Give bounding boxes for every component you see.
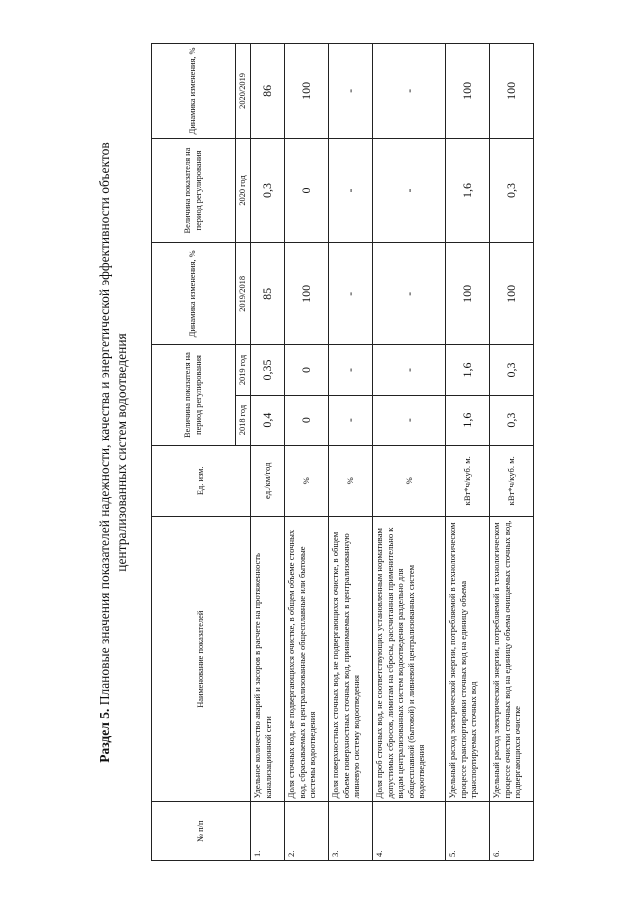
row-value-2020: 0,3 [251,138,285,242]
row-dynamics-2019-2018: 100 [490,243,534,345]
row-value-2019: - [373,345,446,395]
row-dynamics-2019-2018: 85 [251,243,285,345]
section-title-text: Плановые значения показателей надежности, качества и энергетической эффективности объектов [97,142,112,706]
row-num: 3. [329,802,373,861]
row-dynamics-2020-2019: - [373,44,446,139]
table-row [251,44,285,861]
header-unit: Ед. изм. [152,445,251,516]
row-value-2018: 0,3 [490,395,534,445]
row-num: 1. [251,802,285,861]
subheader-2019-2018: 2019/2018 [236,243,251,345]
header-value-2018-2019: Величина показателя на период регулирования [152,345,236,445]
table-row [490,44,534,861]
row-value-2019: 0,3 [490,345,534,395]
row-value-2020: 0,3 [490,138,534,242]
row-dynamics-2020-2019: 86 [251,44,285,139]
row-num: 5. [446,802,490,861]
row-value-2020: 0 [285,138,329,242]
row-dynamics-2020-2019: 100 [285,44,329,139]
row-value-2019: 1,6 [446,345,490,395]
subheader-2019: 2019 год [236,345,251,395]
row-value-2019: 0 [285,345,329,395]
table-row [285,44,329,861]
row-value-2019: - [329,345,373,395]
row-value-2018: 0 [285,395,329,445]
table-header-row [152,44,236,861]
section-title [96,0,113,905]
header-dynamics-2019-2018: Динамика изменения, % [152,243,236,345]
row-num: 4. [373,802,446,861]
table-row [446,44,490,861]
row-indicator-name: Доля проб сточных вод, не соответствующих установленным нормативам допустимых сбросов, лимитам на сбросы, рассчитанная применительно к видам централизованных систем водоотведения раздельно для общесплавной (бытовой) и ливневой централизованных систем водоотведения [373,516,446,801]
row-value-2020: - [373,138,446,242]
table-row [329,44,373,861]
row-value-2019: 0,35 [251,345,285,395]
subheader-2018: 2018 год [236,395,251,445]
row-unit: кВт*ч/куб. м. [490,445,534,516]
row-value-2020: - [329,138,373,242]
row-unit: % [285,445,329,516]
header-dynamics-2020-2019: Динамика изменения, % [152,44,236,139]
row-dynamics-2020-2019: - [329,44,373,139]
row-dynamics-2020-2019: 100 [490,44,534,139]
row-value-2018: - [373,395,446,445]
row-value-2018: 0,4 [251,395,285,445]
row-value-2020: 1,6 [446,138,490,242]
header-name: Наименование показателей [152,516,251,801]
row-indicator-name: Удельное количество аварий и засоров в расчете на протяженность канализационной сети [251,516,285,801]
row-num: 2. [285,802,329,861]
row-dynamics-2019-2018: 100 [285,243,329,345]
row-indicator-name: Удельный расход электрической энергии, потребляемой в технологическом процессе очистки сточных вод на единицу объема очищаемых сточных вод, подвергающихся очистке [490,516,534,801]
row-indicator-name: Доля поверхностных сточных вод, не подвергающихся очистке, в общем объеме поверхностных сточных вод, принимаемых в централизованную ливневую систему водоотведения [329,516,373,801]
section-label: Раздел 5. [97,708,112,763]
indicators-table [151,43,534,861]
section-subtitle: централизованных систем водоотведения [114,333,129,572]
row-dynamics-2019-2018: - [373,243,446,345]
subheader-2020: 2020 год [236,138,251,242]
row-unit: % [329,445,373,516]
row-unit: ед./км/год [251,445,285,516]
row-dynamics-2020-2019: 100 [446,44,490,139]
row-dynamics-2019-2018: - [329,243,373,345]
row-unit: % [373,445,446,516]
row-indicator-name: Удельный расход электрической энергии, потребляемой в технологическом процессе транспортировки сточных вод на единицу объема транспортируемых сточных вод [446,516,490,801]
row-value-2018: 1,6 [446,395,490,445]
subheader-2020-2019: 2020/2019 [236,44,251,139]
row-unit: кВт*ч/куб. м. [446,445,490,516]
table-row [373,44,446,861]
row-value-2018: - [329,395,373,445]
header-value-2020: Величина показателя на период регулирования [152,138,236,242]
row-num: 6. [490,802,534,861]
header-num: № п/п [152,802,251,861]
row-dynamics-2019-2018: 100 [446,243,490,345]
row-indicator-name: Доля сточных вод, не подвергающихся очистке, в общем объеме сточных вод, сбрасываемых в централизованные общесплавные или бытовые системы водоотведения [285,516,329,801]
